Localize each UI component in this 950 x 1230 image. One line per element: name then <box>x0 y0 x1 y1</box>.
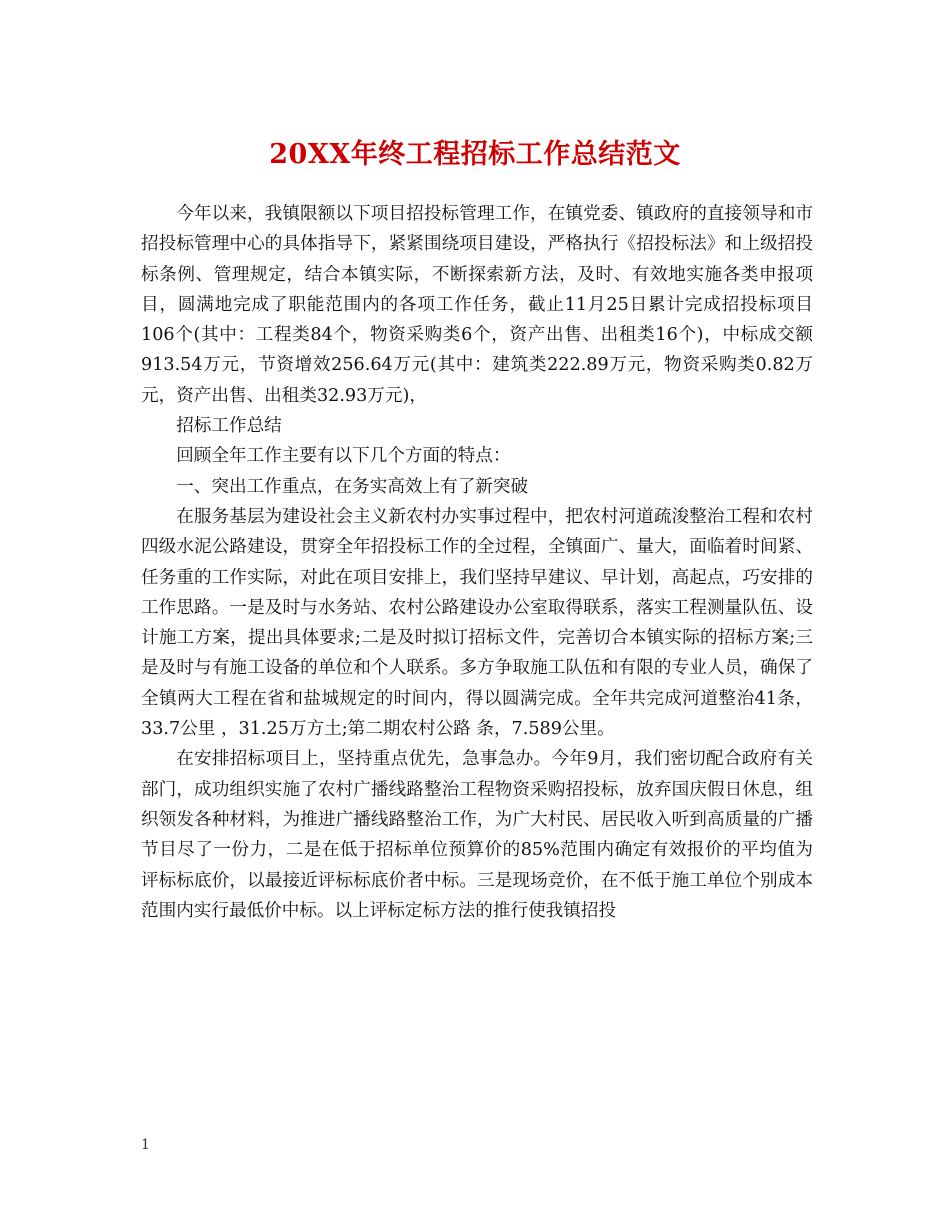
paragraph-service: 在服务基层为建设社会主义新农村办实事过程中，把农村河道疏浚整治工程和农村四级水泥公路建设，贯穿全年招投标工作的全过程，全镇面广、量大，面临着时间紧、任务重的工作实际，对此在项目安排上，我们坚持早建议、早计划，高起点，巧安排的工作思路。一是及时与水务站、农村公路建设办公室取得联系，落实工程测量队伍、设计施工方案，提出具体要求;二是及时拟订招标文件，完善切合本镇实际的招标方案;三是及时与有施工设备的单位和个人联系。多方争取施工队伍和有限的专业人员，确保了全镇两大工程在省和盐城规定的时间内，得以圆满完成。全年共完成河道整治41条，33.7公里 ，31.25万方土;第二期农村公路 条，7.589公里。 <box>141 506 813 740</box>
section-heading-1: 一、突出工作重点，在务实高效上有了新突破 <box>176 476 529 497</box>
page-number: 1 <box>141 1137 150 1153</box>
document-body <box>141 199 813 926</box>
document-title: 20XX年终工程招标工作总结范文 <box>269 139 681 170</box>
paragraph-arrangement: 在安排招标项目上，坚持重点优先，急事急办。今年9月，我们密切配合政府有关部门，成功组织实施了农村广播线路整治工程物资采购招投标，放弃国庆假日休息，组织领发各种材料，为推进广播线路整治工作，为广大村民、居民收入听到高质量的广播节目尽了一份力，二是在低于招标单位预算价的85%范围内确定有效报价的平均值为评标标底价，以最接近评标标底价者中标。三是现场竞价，在不低于施工单位个别成本范围内实行最低价中标。以上评标定标方法的推行使我镇招投 <box>141 749 813 921</box>
paragraph-review: 回顾全年工作主要有以下几个方面的特点： <box>176 446 511 467</box>
paragraph-intro: 今年以来，我镇限额以下项目招投标管理工作，在镇党委、镇政府的直接领导和市招投标管理中心的具体指导下，紧紧围绕项目建设，严格执行《招投标法》和上级招投标条例、管理规定，结合本镇实际，不断探索新方法，及时、有效地实施各类申报项目，圆满地完成了职能范围内的各项工作任务，截止11月25日累计完成招投标项目106个(其中：工程类84个，物资采购类6个，资产出售、出租类16个)，中标成交额913.54万元，节资增效256.64万元(其中：建筑类222.89万元，物资采购类0.82万元，资产出售、出租类32.93万元)， <box>141 204 813 406</box>
paragraph-heading-summary: 招标工作总结 <box>176 416 282 437</box>
